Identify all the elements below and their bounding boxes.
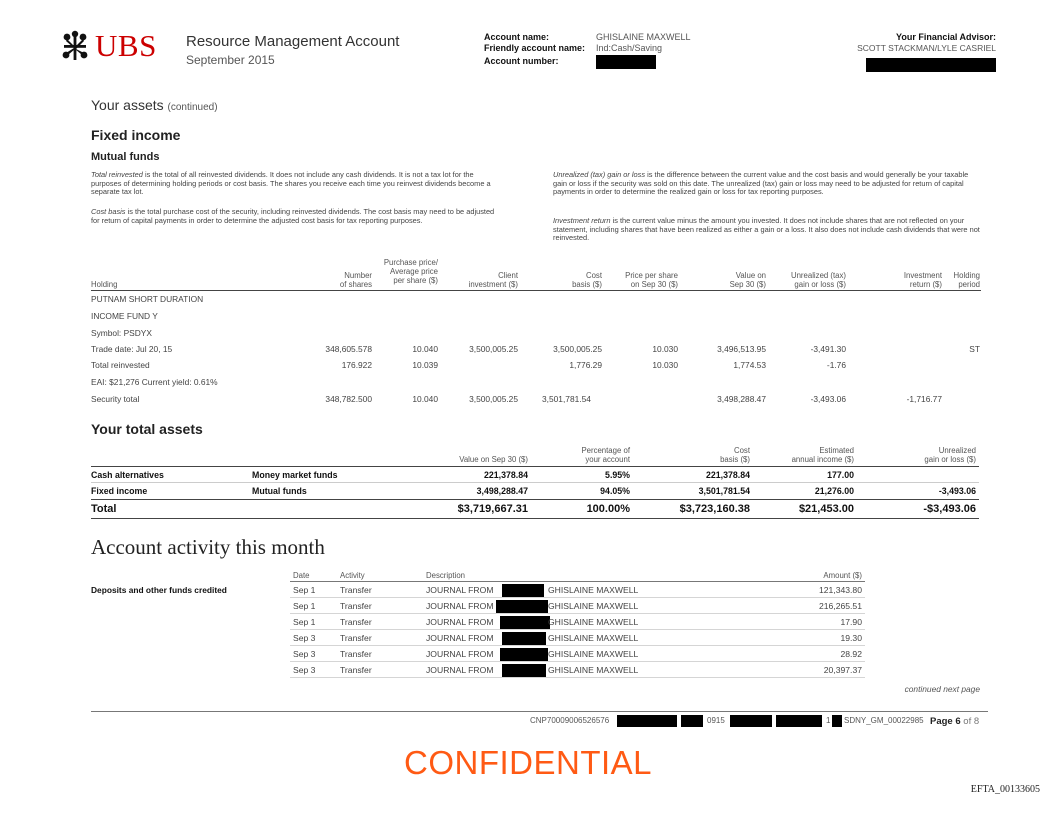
col-value: Value on Sep 30 ($) [729, 271, 766, 289]
activity-row [290, 615, 865, 630]
col-shares: Number of shares [339, 271, 372, 289]
activity-description-prefix: JOURNAL FROM [426, 633, 494, 643]
trade-shares: 348,605.578 [325, 344, 372, 354]
reinvested-price-per-share: 10.030 [652, 360, 678, 370]
ta-row-fixed-type: Mutual funds [252, 486, 307, 496]
mutual-funds-heading: Mutual funds [91, 151, 160, 163]
activity-amount: 28.92 [840, 649, 862, 659]
reinvested-label: Total reinvested [91, 360, 150, 370]
reinvested-cost-basis: 1,776.29 [569, 360, 602, 370]
activity-type: Transfer [340, 617, 372, 627]
activity-row [290, 631, 865, 646]
definition-cost-basis: Cost basis is the total purchase cost of the security, including reinvested dividends. The cost basis may need to be adjusted for return of capital payments in order to determine the adjusted cost basis for tax reporting purposes. [91, 207, 495, 225]
account-number-redaction [596, 55, 656, 69]
activity-date: Sep 1 [293, 617, 316, 627]
fund-symbol: Symbol: PSDYX [91, 328, 152, 338]
trade-holding-period: ST [969, 344, 980, 354]
security-total-value: 3,498,288.47 [717, 394, 766, 404]
ta-row-fixed-category: Fixed income [91, 486, 148, 496]
security-total-shares: 348,782.500 [325, 394, 372, 404]
footer-redaction [832, 715, 842, 727]
activity-row [290, 599, 865, 614]
advisor-label: Your Financial Advisor: [895, 32, 996, 42]
activity-account-redaction [500, 648, 548, 661]
definition-total-reinvested: Total reinvested is the total of all reinvested dividends. It does not include any cash dividends. It is not a tax lot for the purposes of determining holding periods or cost basis. The shares you receive each time you reinvest dividends become a separate tax lot. [91, 170, 491, 197]
activity-amount: 19.30 [840, 633, 862, 643]
activity-description-name: GHISLAINE MAXWELL [548, 601, 639, 611]
fund-name-line-1: PUTNAM SHORT DURATION [91, 294, 204, 304]
trade-price-per-share: 10.030 [652, 344, 678, 354]
activity-row [290, 647, 865, 662]
activity-date: Sep 3 [293, 665, 316, 675]
activity-type: Transfer [340, 633, 372, 643]
trade-unrealized: -3,491.30 [810, 344, 846, 354]
activity-description-name: GHISLAINE MAXWELL [548, 585, 639, 595]
activity-type: Transfer [340, 649, 372, 659]
ta-row-cash-value: 221,378.84 [483, 470, 528, 480]
footer-document-code: CNP70009006526576 [530, 716, 610, 725]
col-unrealized: Unrealized (tax) gain or loss ($) [790, 271, 846, 289]
definition-unrealized-gain: Unrealized (tax) gain or loss is the difference between the current value and the cost basis and would generally be your taxable gain or loss if the security was sold on this date. The unrealized (tax) gain or loss may need to be adjusted for return of capital payments in order to determine the realized gain or loss for tax reporting purposes. [553, 170, 969, 197]
ta-total-cost: $3,723,160.38 [679, 503, 750, 515]
footer-redaction [617, 715, 677, 727]
account-name-label: Account name: [484, 32, 550, 42]
assets-heading: Your assets (continued) [91, 97, 218, 113]
efta-document-id: EFTA_00133605 [970, 784, 1040, 795]
activity-description-prefix: JOURNAL FROM [426, 601, 494, 611]
ta-total-percentage: 100.00% [586, 503, 630, 515]
trade-price: 10.040 [412, 344, 438, 354]
activity-description-name: GHISLAINE MAXWELL [548, 617, 639, 627]
activity-col-activity: Activity [340, 571, 365, 580]
advisor-info-redaction [866, 58, 996, 72]
activity-account-redaction [502, 584, 544, 597]
footer-code-end: 1 [826, 716, 831, 725]
ta-row-fixed-income: 21,276.00 [814, 486, 854, 496]
activity-type: Transfer [340, 601, 372, 611]
confidential-stamp: CONFIDENTIAL [403, 744, 653, 781]
activity-account-redaction [500, 616, 550, 629]
footer-redaction [776, 715, 822, 727]
total-assets-bottom-rule [91, 518, 979, 519]
activity-row [290, 583, 865, 598]
ta-col-unrealized: Unrealized gain or loss ($) [924, 446, 976, 464]
trade-client-investment: 3,500,005.25 [469, 344, 518, 354]
continued-next-page: continued next page [904, 684, 980, 694]
activity-date: Sep 3 [293, 649, 316, 659]
security-total-unrealized: -3,493.06 [810, 394, 846, 404]
activity-type: Transfer [340, 585, 372, 595]
col-cost-basis: Cost basis ($) [572, 271, 602, 289]
statement-title: Resource Management Account [186, 33, 400, 50]
col-price-per-share: Price per share on Sep 30 ($) [625, 271, 678, 289]
total-assets-total-rule [91, 499, 979, 500]
activity-amount: 121,343.80 [818, 585, 862, 595]
col-client-investment: Client investment ($) [468, 271, 518, 289]
ta-row-cash-type: Money market funds [252, 470, 338, 480]
total-assets-row-divider [91, 482, 979, 483]
activity-amount: 20,397.37 [823, 665, 862, 675]
reinvested-unrealized: -1.76 [826, 360, 846, 370]
ta-col-value: Value on Sep 30 ($) [459, 455, 528, 464]
ta-row-fixed-value: 3,498,288.47 [476, 486, 528, 496]
security-total-cost-basis: 3,501,781.54 [542, 394, 591, 404]
footer-redaction [730, 715, 772, 727]
ta-row-fixed-cost: 3,501,781.54 [698, 486, 750, 496]
security-total-investment-return: -1,716.77 [906, 394, 942, 404]
account-number-label: Account number: [484, 56, 559, 66]
ta-col-cost-basis: Cost basis ($) [720, 446, 750, 464]
activity-type: Transfer [340, 665, 372, 675]
trade-value: 3,496,513.95 [717, 344, 766, 354]
activity-col-amount: Amount ($) [823, 571, 862, 580]
activity-account-redaction [502, 632, 546, 645]
statement-period: September 2015 [186, 53, 275, 67]
ta-total-value: $3,719,667.31 [457, 503, 528, 515]
total-assets-header-rule [91, 466, 979, 467]
ta-row-cash-category: Cash alternatives [91, 470, 164, 480]
account-name-value: GHISLAINE MAXWELL [596, 32, 691, 42]
activity-amount: 216,265.51 [818, 601, 862, 611]
ta-row-cash-percentage: 5.95% [605, 470, 630, 480]
col-investment-return: Investment return ($) [903, 271, 942, 289]
page-indicator: Page 6 of 8 [930, 716, 980, 727]
security-total-label: Security total [91, 394, 140, 404]
activity-date: Sep 3 [293, 633, 316, 643]
ta-total-label: Total [91, 503, 117, 515]
account-activity-heading: Account activity this month [91, 535, 325, 559]
total-assets-heading: Your total assets [91, 421, 203, 437]
activity-account-redaction [502, 664, 546, 677]
holdings-header-rule [91, 290, 981, 291]
footer-rule [91, 711, 988, 712]
ta-total-income: $21,453.00 [798, 503, 854, 515]
ta-col-percentage: Percentage of your account [581, 446, 630, 464]
activity-col-date: Date [293, 571, 310, 580]
fixed-income-heading: Fixed income [91, 127, 181, 143]
friendly-account-name-label: Friendly account name: [484, 43, 586, 53]
bates-number: SDNY_GM_00022985 [844, 716, 924, 725]
ta-row-cash-cost: 221,378.84 [705, 470, 750, 480]
eai-current-yield: EAI: $21,276 Current yield: 0.61% [91, 377, 218, 387]
activity-header-rule [290, 581, 865, 582]
ta-col-annual-income: Estimated annual income ($) [791, 446, 854, 464]
activity-account-redaction [496, 600, 548, 613]
activity-description-name: GHISLAINE MAXWELL [548, 633, 639, 643]
trade-date-label: Trade date: Jul 20, 15 [91, 344, 173, 354]
activity-row [290, 663, 865, 678]
activity-date: Sep 1 [293, 585, 316, 595]
reinvested-shares: 176.922 [341, 360, 372, 370]
activity-description-name: GHISLAINE MAXWELL [548, 665, 639, 675]
activity-description-prefix: JOURNAL FROM [426, 649, 494, 659]
definition-investment-return: Investment return is the current value minus the amount you invested. It does not include shares that are not reflected on your statement, including shares that have been realized as either a gain or a loss. It also does not include cash dividends that were not reinvested. [553, 216, 980, 243]
ubs-keys-logo-icon [58, 29, 92, 63]
trade-cost-basis: 3,500,005.25 [553, 344, 602, 354]
security-total-client-investment: 3,500,005.25 [469, 394, 518, 404]
ta-row-cash-income: 177.00 [827, 470, 854, 480]
ta-row-fixed-percentage: 94.05% [600, 486, 630, 496]
activity-amount: 17.90 [840, 617, 862, 627]
activity-description-prefix: JOURNAL FROM [426, 585, 494, 595]
ta-total-gain: -$3,493.06 [923, 503, 976, 515]
activity-description-prefix: JOURNAL FROM [426, 617, 494, 627]
fund-name-line-2: INCOME FUND Y [91, 311, 158, 321]
security-total-price: 10.040 [412, 394, 438, 404]
activity-description-name: GHISLAINE MAXWELL [548, 649, 639, 659]
col-holding: Holding [91, 280, 118, 289]
reinvested-price: 10.039 [412, 360, 438, 370]
col-holding-period: Holding period [953, 271, 980, 289]
activity-description-prefix: JOURNAL FROM [426, 665, 494, 675]
deposits-section-label: Deposits and other funds credited [91, 585, 227, 595]
brand-logo-text: UBS [95, 28, 157, 63]
activity-date: Sep 1 [293, 601, 316, 611]
col-average-price: Purchase price/ Average price per share ($) [383, 258, 438, 285]
friendly-account-name-value: Ind:Cash/Saving [596, 43, 663, 53]
footer-redaction [681, 715, 703, 727]
activity-col-description: Description [426, 571, 465, 580]
ta-row-fixed-gain: -3,493.06 [938, 486, 976, 496]
reinvested-value: 1,774.53 [733, 360, 766, 370]
footer-code-mid: 0915 [707, 716, 725, 725]
advisor-name: SCOTT STACKMAN/LYLE CASRIEL [857, 43, 996, 53]
